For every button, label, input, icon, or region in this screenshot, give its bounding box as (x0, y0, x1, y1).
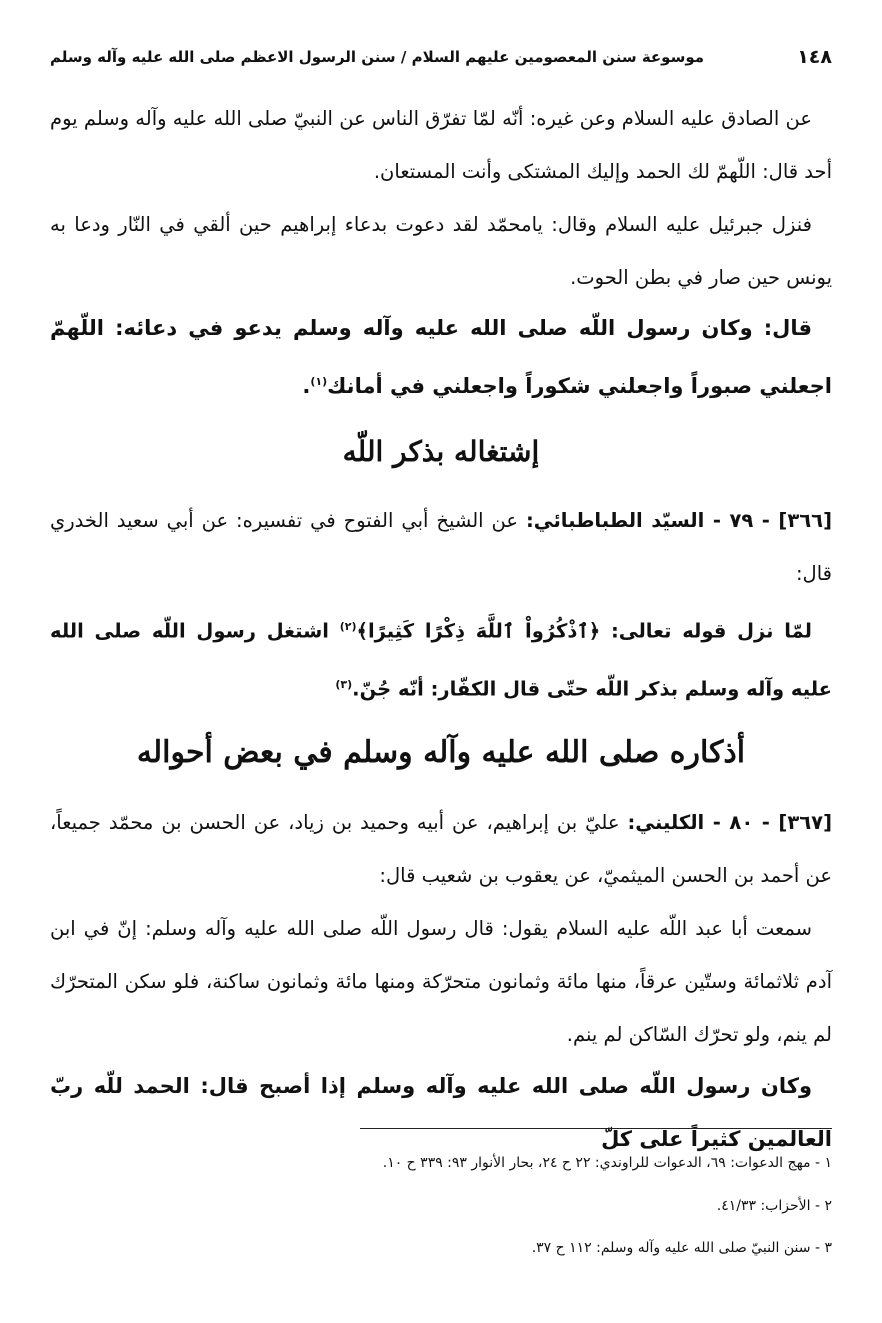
hadith-367-text: سمعت أبا عبد اللّه عليه السلام يقول: قال رسول اللّه صلى الله عليه وآله وسلم: إنّ في ابن آدم ثلاثمائة وستّين عرقاً، منها مائة وثمانون متحرّكة ومنها مائة وثمانون ساكنة، فلو سكن المتحرّك لم ينم، ولو تحرّك السّاكن لم ينم. (50, 917, 832, 1046)
dua-text: قال: وكان رسول اللّه صلى الله عليه وآله وسلم يدعو في دعائه: اللّهمّ اجعلني صبوراً واجعلني شكوراً واجعلني في أمانك (50, 316, 832, 398)
section-heading: إشتغاله بذكر اللّه (342, 435, 540, 468)
footnote-ref: (١) (310, 375, 328, 388)
paragraph-dua: قال: وكان رسول اللّه صلى الله عليه وآله وسلم يدعو في دعائه: اللّهمّ اجعلني صبوراً واجعلني شكوراً واجعلني في أمانك$^{(١)}$. (50, 316, 832, 398)
hadith-367 (50, 796, 832, 902)
hadith-367-continuation: وكان رسول اللّه صلى الله عليه وآله وسلم إذا أصبح قال: الحمد للّه ربّ العالمين كثيراً على كلّ (50, 1074, 832, 1151)
footnote: ١ - مهج الدعوات: ٦٩، الدعوات للراوندي: ٢٢ ح ٢٤، بحار الأنوار ٩٣: ٣٣٩ ح ١٠. (382, 1155, 832, 1171)
header-title: موسوعة سنن المعصومين عليهم السلام / سنن الرسول الاعظم صلى الله عليه وآله وسلم (50, 48, 705, 66)
hadith-body: اشتغل رسول اللّه صلى الله عليه وآله وسلم بذكر اللّه حتّى قال الكفّار: أنّه جُنّ. (50, 619, 832, 700)
footnote-ref: (٢) (339, 620, 357, 633)
hadith-reference: [٣٦٧] - ٨٠ - الكليني: (627, 811, 832, 834)
paragraph-jibril: فنزل جبرئيل عليه السلام وقال: يامحمّد لقد دعوت بدعاء إبراهيم حين ألقي في النّار ودعا به يونس حين صار في بطن الحوت. (50, 213, 832, 289)
hadith-366-text (50, 600, 832, 715)
hadith-chain: عليّ بن إبراهيم، عن أبيه وحميد بن زياد، عن الحسن بن محمّد جميعاً، عن أحمد بن الحسن الميثميّ، عن يعقوب بن شعيب قال: (50, 811, 832, 887)
footnote-ref: (٣) (335, 677, 353, 691)
footnote: ٢ - الأحزاب: ٤١/٣٣. (716, 1198, 832, 1214)
hadith-reference: [٣٦٦] - ٧٩ - السيّد الطباطبائي: (525, 509, 832, 532)
running-header (50, 42, 832, 72)
verse-quote: لمّا نزل قوله تعالى: ﴿ٱذْكُرُواْ ٱللَّهَ ذِكْرًا كَثِيرًا﴾ (356, 619, 812, 643)
page-number: ١٤٨ (797, 46, 832, 68)
hadith-366 (50, 494, 832, 600)
hadith-chain: عن الشيخ أبي الفتوح في تفسيره: عن أبي سعيد الخدري قال: (50, 509, 832, 585)
paragraph-uhud: عن الصادق عليه السلام وعن غيره: أنّه لمّا تفرّق الناس عن النبيّ صلى الله عليه وآله وسلم يوم أحد قال: اللّهمّ لك الحمد وإليك المشتكى وأنت المستعان. (50, 107, 832, 183)
footnote: ٣ - سنن النبيّ صلى الله عليه وآله وسلم: ١١٢ ح ٣٧. (531, 1240, 832, 1256)
book-page (50, 30, 832, 1303)
section-heading: أذكاره صلى الله عليه وآله وسلم في بعض أحواله (136, 735, 746, 770)
footnote-divider (360, 1128, 832, 1129)
